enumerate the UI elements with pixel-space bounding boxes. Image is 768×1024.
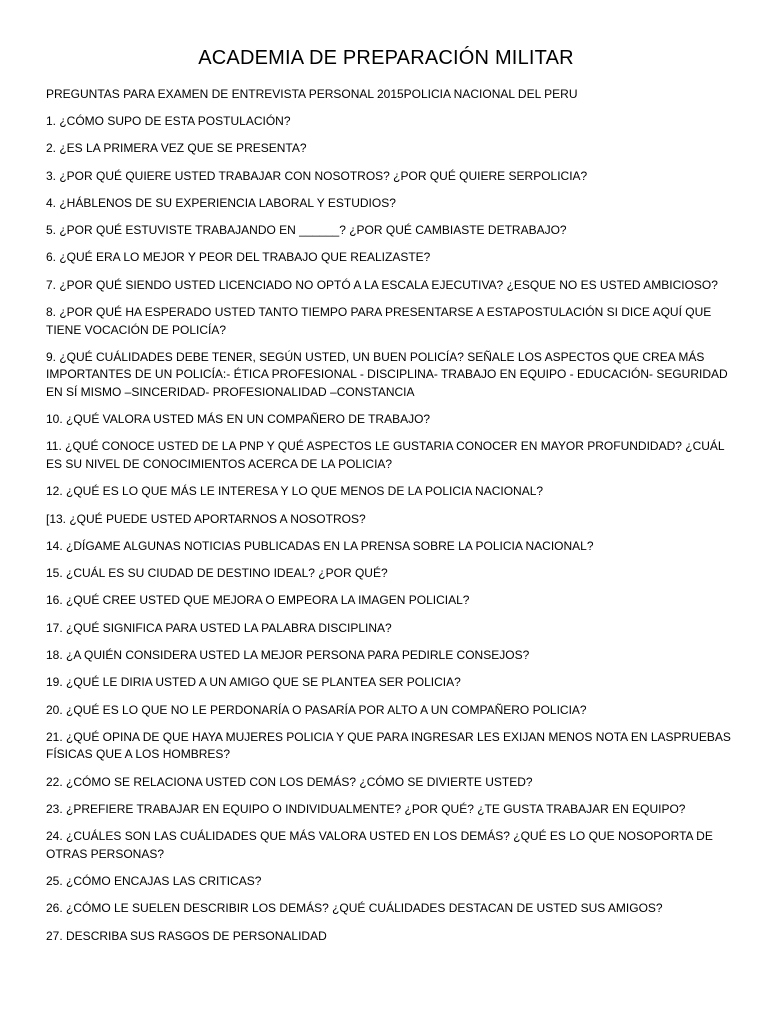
question-25: 25. ¿CÓMO ENCAJAS LAS CRITICAS?	[46, 874, 262, 889]
question-26: 26. ¿CÓMO LE SUELEN DESCRIBIR LOS DEMÁS? ¿QUÉ CUÁLIDADES DESTACAN DE USTED SUS AMIGOS?	[46, 901, 663, 916]
question-13: [13. ¿QUÉ PUEDE USTED APORTARNOS A NOSOTROS?	[46, 511, 366, 526]
question-20: 20. ¿QUÉ ES LO QUE NO LE PERDONARÍA O PASARÍA POR ALTO A UN COMPAÑERO POLICIA?	[46, 702, 587, 717]
question-21: 21. ¿QUÉ OPINA DE QUE HAYA MUJERES POLICIA Y QUE PARA INGRESAR LES EXIJAN MENOS NOTA EN LASPRUEBAS FÍSICAS QUE A LOS HOMBRES?	[46, 729, 731, 762]
question-2: 2. ¿ES LA PRIMERA VEZ QUE SE PRESENTA?	[46, 141, 307, 156]
question-10: 10. ¿QUÉ VALORA USTED MÁS EN UN COMPAÑERO DE TRABAJO?	[46, 412, 431, 427]
question-9: 9. ¿QUÉ CUÁLIDADES DEBE TENER, SEGÚN USTED, UN BUEN POLICÍA? SEÑALE LOS ASPECTOS QUE CREA MÁS IMPORTANTES DE UN POLICÍA:- ÉTICA PROFESIONAL - DISCIPLINA- TRABAJO EN EQUIPO - EDUCACIÓN- SEGURIDAD EN SÍ MISMO –SINCERIDAD- PROFESIONALIDAD –CONSTANCIA	[46, 349, 728, 399]
question-3: 3. ¿POR QUÉ QUIERE USTED TRABAJAR CON NOSOTROS? ¿POR QUÉ QUIERE SERPOLICIA?	[46, 168, 588, 183]
question-6: 6. ¿QUÉ ERA LO MEJOR Y PEOR DEL TRABAJO QUE REALIZASTE?	[46, 250, 431, 265]
question-24: 24. ¿CUÁLES SON LAS CUÁLIDADES QUE MÁS VALORA USTED EN LOS DEMÁS? ¿QUÉ ES LO QUE NOSOPORTA DE OTRAS PERSONAS?	[46, 829, 713, 861]
question-16: 16. ¿QUÉ CREE USTED QUE MEJORA O EMPEORA LA IMAGEN POLICIAL?	[46, 593, 470, 608]
question-12: 12. ¿QUÉ ES LO QUE MÁS LE INTERESA Y LO QUE MENOS DE LA POLICIA NACIONAL?	[46, 484, 544, 499]
question-7: 7. ¿POR QUÉ SIENDO USTED LICENCIADO NO OPTÓ A LA ESCALA EJECUTIVA? ¿ESQUE NO ES USTED AMBICIOSO?	[46, 277, 718, 292]
question-27: 27. DESCRIBA SUS RASGOS DE PERSONALIDAD	[46, 928, 327, 943]
question-5: 5. ¿POR QUÉ ESTUVISTE TRABAJANDO EN ______? ¿POR QUÉ CAMBIASTE DETRABAJO?	[46, 223, 567, 238]
document-subtitle: PREGUNTAS PARA EXAMEN DE ENTREVISTA PERSONAL 2015POLICIA NACIONAL DEL PERU	[46, 87, 578, 101]
question-15: 15. ¿CUÁL ES SU CIUDAD DE DESTINO IDEAL? ¿POR QUÉ?	[46, 566, 388, 581]
question-22: 22. ¿CÓMO SE RELACIONA USTED CON LOS DEMÁS? ¿CÓMO SE DIVIERTE USTED?	[46, 774, 533, 789]
question-list	[46, 113, 738, 945]
question-4: 4. ¿HÁBLENOS DE SU EXPERIENCIA LABORAL Y ESTUDIOS?	[46, 195, 396, 210]
question-14: 14. ¿DÍGAME ALGUNAS NOTICIAS PUBLICADAS EN LA PRENSA SOBRE LA POLICIA NACIONAL?	[46, 538, 594, 553]
document-title: ACADEMIA DE PREPARACIÓN MILITAR	[198, 47, 574, 69]
question-17: 17. ¿QUÉ SIGNIFICA PARA USTED LA PALABRA DISCIPLINA?	[46, 620, 392, 635]
question-18: 18. ¿A QUIÉN CONSIDERA USTED LA MEJOR PERSONA PARA PEDIRLE CONSEJOS?	[46, 648, 530, 663]
question-8: 8. ¿POR QUÉ HA ESPERADO USTED TANTO TIEMPO PARA PRESENTARSE A ESTAPOSTULACIÓN SI DICE AQUÍ QUE TIENE VOCACIÓN DE POLICÍA?	[46, 305, 712, 337]
question-1: 1. ¿CÓMO SUPO DE ESTA POSTULACIÓN?	[46, 114, 291, 128]
question-23: 23. ¿PREFIERE TRABAJAR EN EQUIPO O INDIVIDUALMENTE? ¿POR QUÉ? ¿TE GUSTA TRABAJAR EN EQUIPO?	[46, 802, 686, 817]
question-11: 11. ¿QUÉ CONOCE USTED DE LA PNP Y QUÉ ASPECTOS LE GUSTARIA CONOCER EN MAYOR PROFUNDIDAD? ¿CUÁL ES SU NIVEL DE CONOCIMIENTOS ACERCA DE LA POLICIA?	[46, 439, 725, 471]
question-19: 19. ¿QUÉ LE DIRIA USTED A UN AMIGO QUE SE PLANTEA SER POLICIA?	[46, 675, 461, 690]
